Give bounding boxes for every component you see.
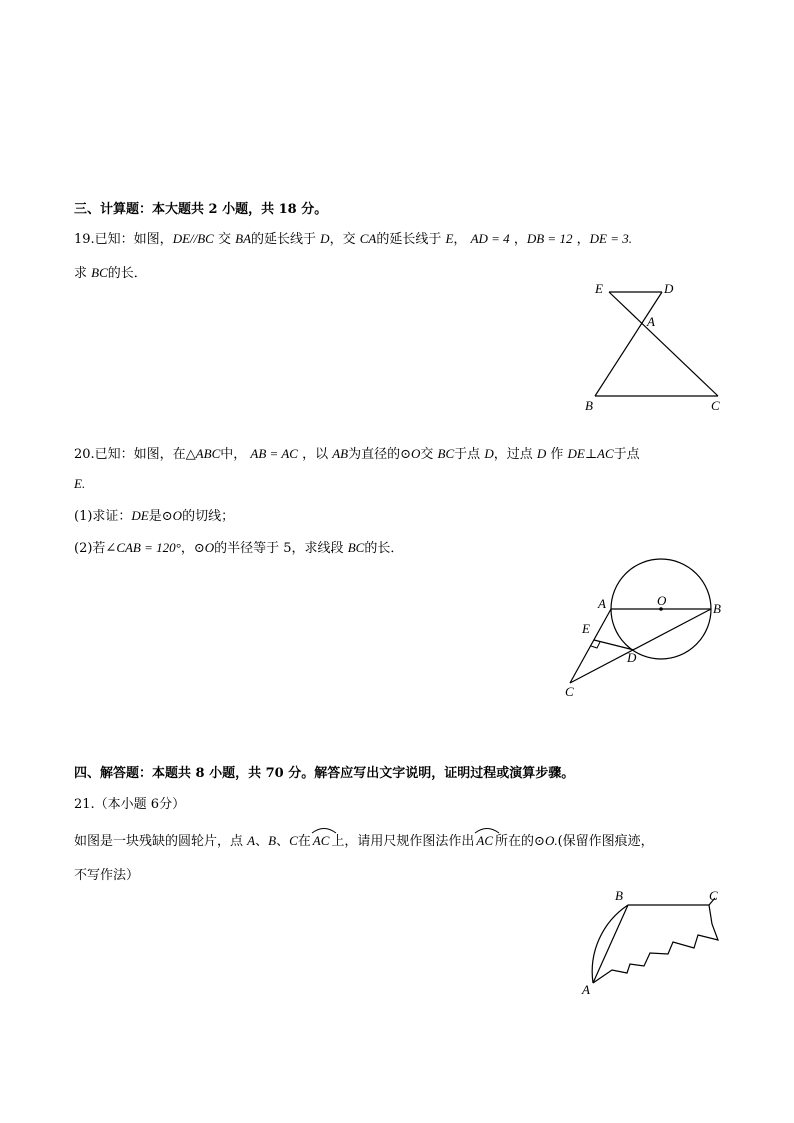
q21-text: (保留作图痕迹， <box>557 834 654 849</box>
segment-ec <box>609 292 718 396</box>
q20-text: 作 <box>546 447 568 462</box>
q20-part-2 <box>74 537 403 556</box>
q20-text: (2)若 <box>74 541 106 556</box>
q20-text: ，以 <box>302 447 333 462</box>
q19-math: CA <box>359 231 377 246</box>
q20-math: ∠CAB = 120° <box>105 540 181 555</box>
q20-text: 中， <box>220 447 247 462</box>
arc-ac-label: AC <box>476 833 494 848</box>
q20-math: ⊙O <box>161 508 183 523</box>
q19-text: ， <box>453 232 467 247</box>
q19-line-2 <box>74 262 147 281</box>
q19-text: ， <box>576 232 590 247</box>
q21-line-1 <box>74 830 654 849</box>
label-o: O <box>657 593 667 608</box>
q20-text: 的长． <box>364 541 404 556</box>
q19-text: 的延长线于 <box>376 232 446 247</box>
q20-text: 于点 <box>454 447 485 462</box>
q20-math: BC <box>347 540 365 555</box>
arc-ac-notation <box>474 833 495 849</box>
q20-text: 交 <box>420 447 438 462</box>
q21-text: 上，请用尺规作图法作出 <box>331 834 475 849</box>
q20-math: AB = AC <box>250 446 298 461</box>
q19-math: BA <box>235 231 252 246</box>
label-d: D <box>627 650 637 665</box>
section-3-heading: 三、计算题：本大题共 2 小题，共 18 分。 <box>74 202 328 217</box>
q21-text: 在 <box>297 834 311 849</box>
q20-text: 为直径的 <box>348 447 401 462</box>
q20-figure <box>560 552 735 702</box>
q21-text: 、 <box>276 834 290 849</box>
q20-math: △ABC <box>185 446 221 461</box>
q21-text: 、 <box>255 834 269 849</box>
q21-text: 如图是一块残缺的圆轮片，点 <box>74 834 248 849</box>
label-c: C <box>709 888 718 903</box>
label-b: B <box>585 398 593 413</box>
label-c: C <box>711 398 720 413</box>
q21-line-2: 不写作法） <box>74 868 140 883</box>
arc-mark <box>474 826 500 834</box>
q20-text: 的半径等于 5，求线段 <box>214 541 348 556</box>
segment-de <box>594 640 634 650</box>
q20-math: DE⊥AC <box>567 446 614 461</box>
q20-math: AB <box>332 446 349 461</box>
label-a: A <box>647 314 655 329</box>
q20-text: 是 <box>148 509 162 524</box>
q19-text: 的长． <box>107 266 147 281</box>
label-d: D <box>664 281 674 296</box>
q20-line-2 <box>74 476 85 492</box>
q19-math: AD = 4 <box>470 231 510 246</box>
q19-text: 求 <box>74 266 92 281</box>
q20-part-1 <box>74 505 234 524</box>
q20-math: D <box>536 446 547 461</box>
q19-text: ，交 <box>329 232 360 247</box>
q19-math: E <box>445 231 454 246</box>
q20-math: DE <box>131 508 149 523</box>
label-a: A <box>582 982 590 997</box>
label-a: A <box>598 596 606 611</box>
q19-text: 19.已知：如图， <box>74 232 173 247</box>
arc-mark <box>311 826 337 834</box>
q19-math: BC <box>91 265 108 280</box>
q19-math: DE//BC <box>172 231 214 246</box>
q20-text: ，过点 <box>493 447 537 462</box>
label-b: B <box>713 601 721 616</box>
q20-math: ⊙O <box>400 446 421 461</box>
q20-text: 20.已知：如图，在 <box>74 447 186 462</box>
q19-text: ， <box>513 232 527 247</box>
q20-line-1 <box>74 443 640 462</box>
q19-math: DB = 12 <box>526 231 573 246</box>
q20-text: ， <box>180 541 194 556</box>
section-4-heading: 四、解答题：本题共 8 小题，共 70 分。解答应写出文字说明，证明过程或演算步骤。 <box>74 766 575 781</box>
q20-math: D <box>484 446 494 461</box>
q21-math: B <box>268 833 277 848</box>
q20-text: (1)求证： <box>74 509 132 524</box>
q19-text: 的延长线于 <box>251 232 321 247</box>
q20-math: E. <box>74 476 86 491</box>
label-c: C <box>565 684 574 699</box>
q19-math: D <box>320 231 330 246</box>
segment-db <box>595 292 662 396</box>
arc-ac-label: AC <box>312 833 330 848</box>
q21-text: 所在的 <box>495 834 535 849</box>
label-b: B <box>615 888 623 903</box>
q20-math: BC <box>437 446 455 461</box>
q19-text: 交 <box>218 232 236 247</box>
label-e: E <box>595 281 603 296</box>
q20-math: ⊙O <box>193 540 215 555</box>
q21-heading: 21.（本小题 6分） <box>74 797 186 812</box>
q20-text: 于点 <box>613 447 640 462</box>
label-e: E <box>582 621 590 636</box>
q20-text: 的切线； <box>182 509 235 524</box>
q19-figure <box>580 276 730 416</box>
q19-math: DE = 3. <box>589 231 632 246</box>
q21-math: ⊙O. <box>534 833 558 848</box>
q19-line-1 <box>74 228 632 247</box>
q21-math: A <box>247 833 256 848</box>
arc-ac-notation <box>311 833 332 849</box>
q21-math: C <box>289 833 298 848</box>
q21-figure <box>578 884 728 999</box>
